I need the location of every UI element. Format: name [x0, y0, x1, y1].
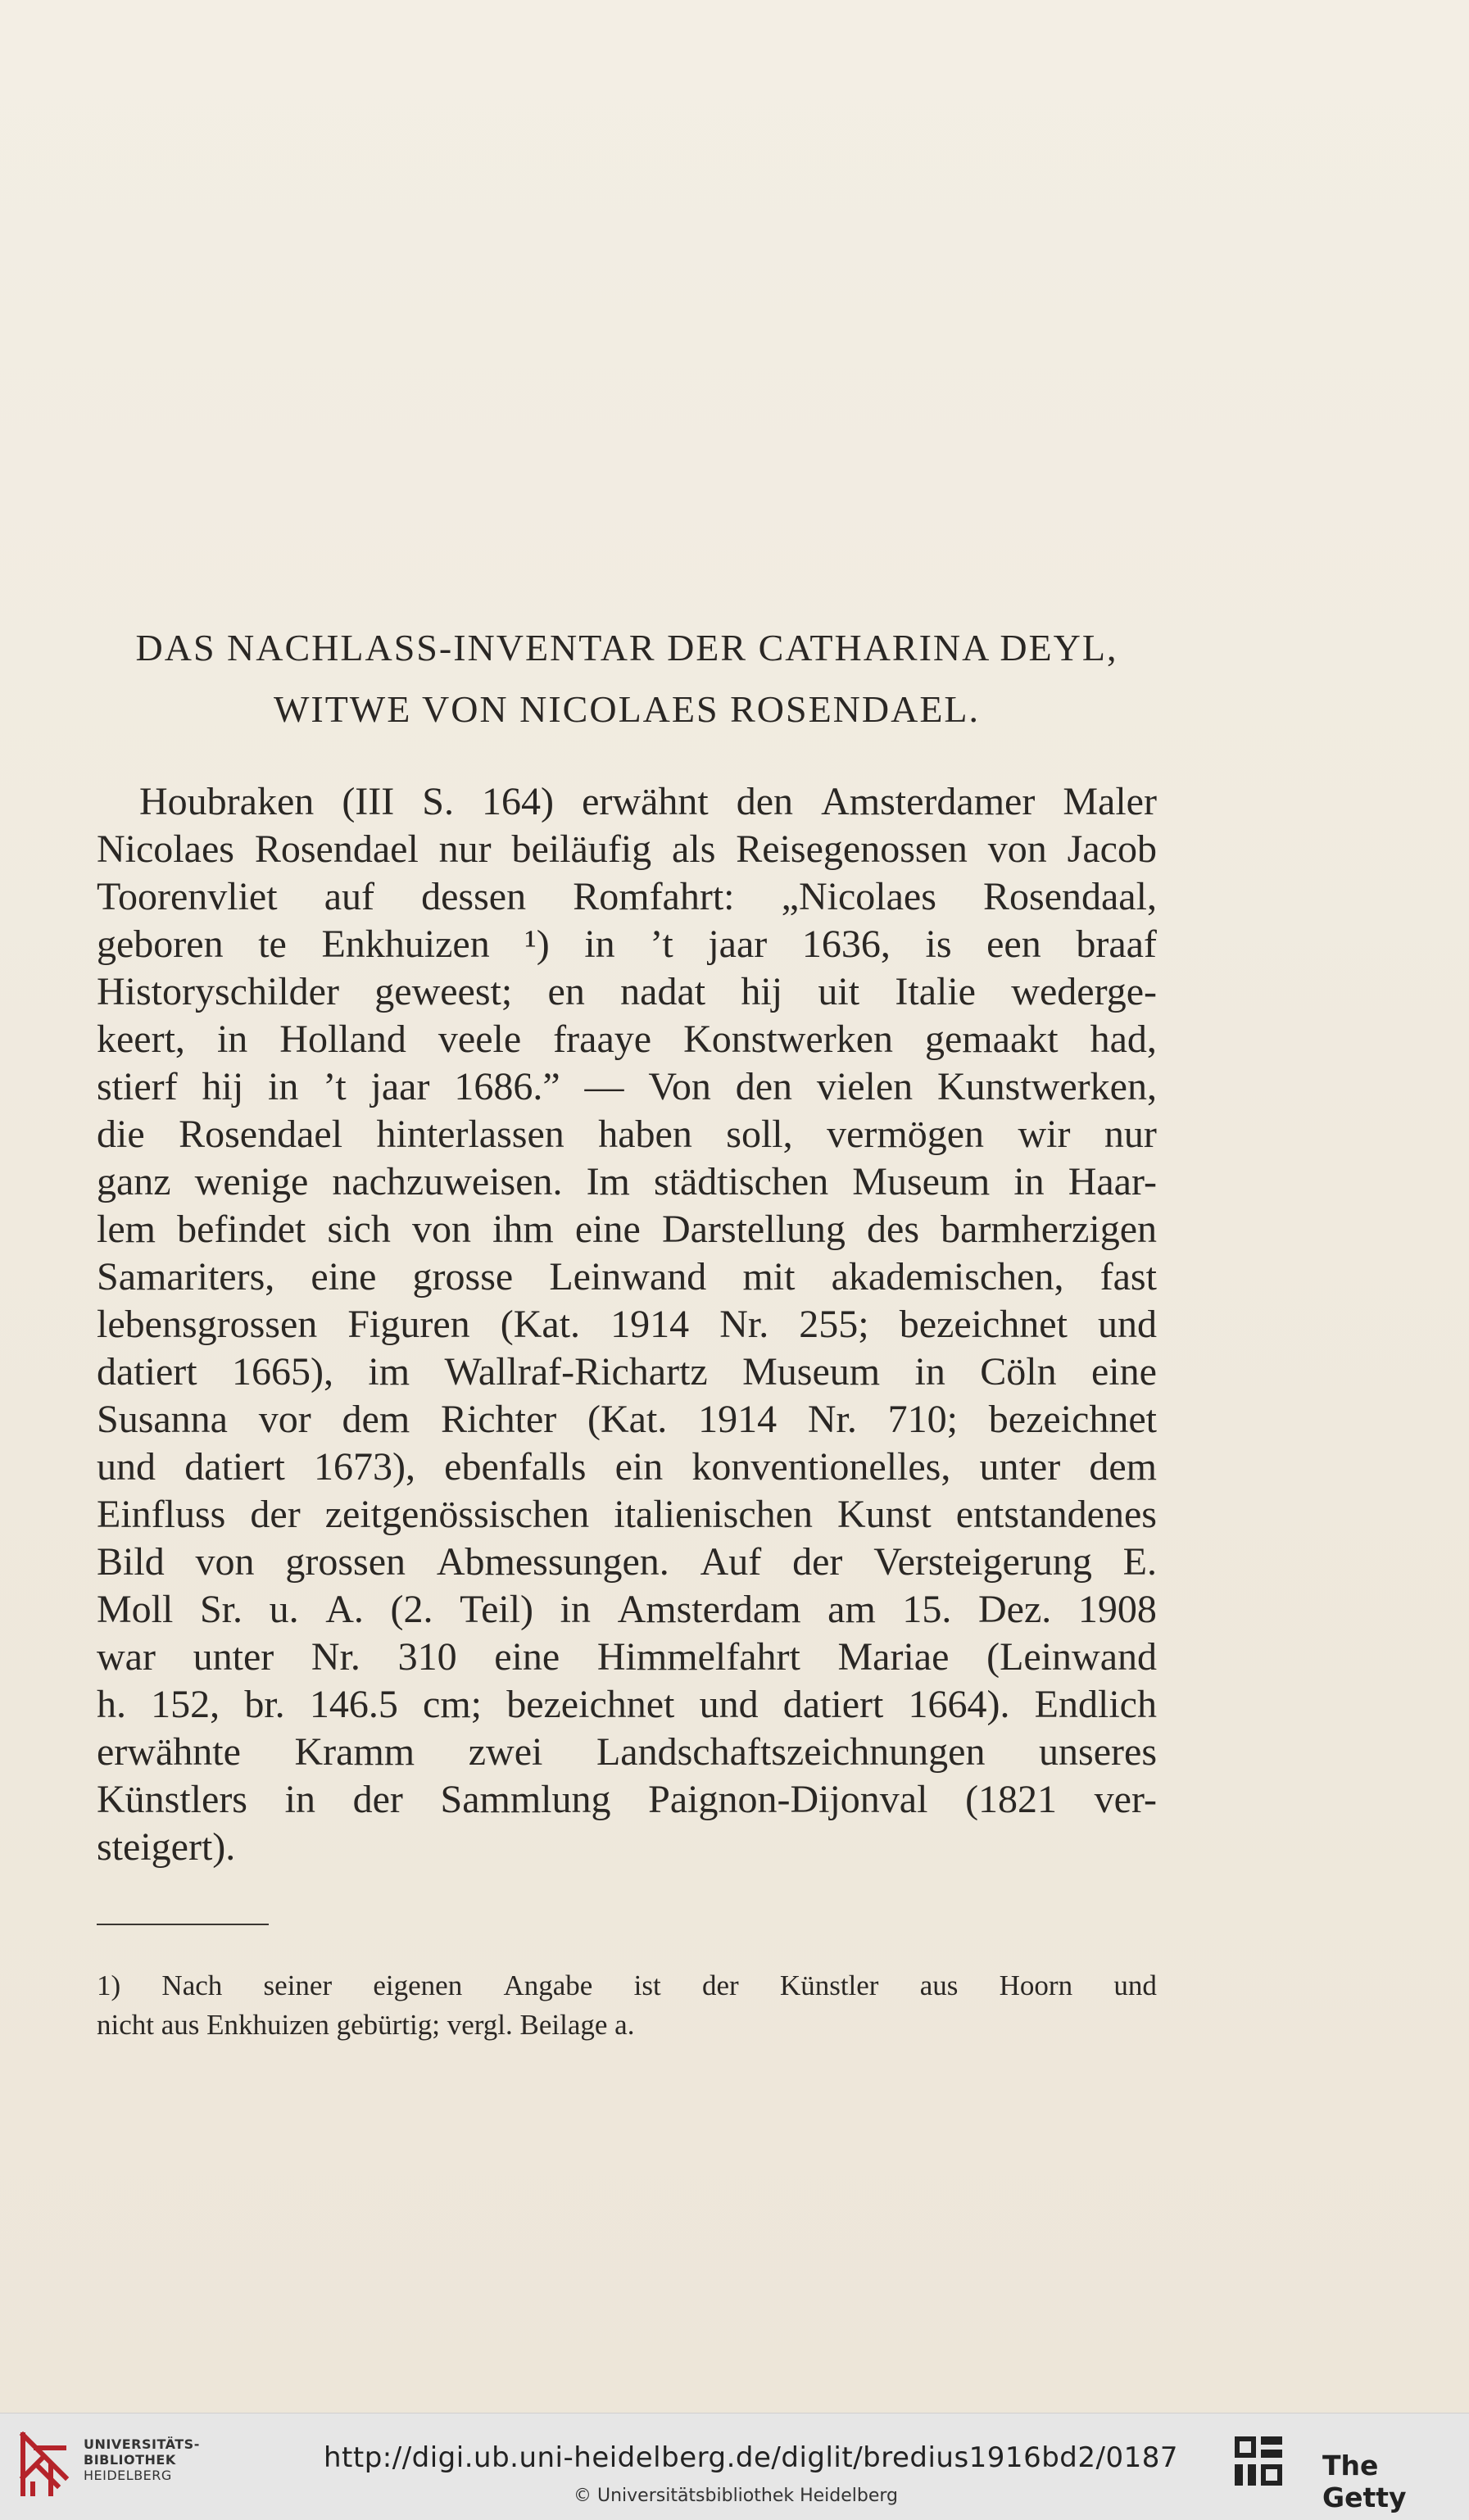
- body-line: Nicolaes Rosendael nur beiläufig als Reisegenossen von Jacob: [97, 827, 1157, 871]
- body-line: und datiert 1673), ebenfalls ein konventionelles, unter dem: [97, 1445, 1157, 1489]
- getty-wordmark: The Getty: [1322, 2450, 1407, 2513]
- ub-heidelberg-logo-icon: [15, 2432, 74, 2497]
- copyright-notice: © Universitätsbibliothek Heidelberg: [574, 2486, 899, 2506]
- body-text: [97, 778, 1157, 1871]
- footer-bar: [0, 2413, 1469, 2520]
- ub-wordmark-line-3: HEIDELBERG: [84, 2468, 172, 2483]
- body-line: lem befindet sich von ihm eine Darstellung des barmherzigen: [97, 1208, 1157, 1251]
- body-line: Susanna vor dem Richter (Kat. 1914 Nr. 710; bezeichnet: [97, 1398, 1157, 1441]
- body-line: Einfluss der zeitgenössischen italienischen Kunst entstandenes: [97, 1493, 1157, 1536]
- ub-heidelberg-wordmark: [84, 2436, 200, 2483]
- body-line: steigert).: [97, 1825, 236, 1869]
- body-line: Historyschilder geweest; en nadat hij uit Italie wederge-: [97, 970, 1157, 1013]
- footnote-rule: [97, 1924, 269, 1925]
- article-title-line-1: DAS NACHLASS-INVENTAR DER CATHARINA DEYL,: [135, 627, 1118, 669]
- permalink-url[interactable]: http://digi.ub.uni-heidelberg.de/diglit/bredius1916bd2/0187: [324, 2441, 1178, 2474]
- body-line: ganz wenige nachzuweisen. Im städtischen Museum in Haar-: [97, 1160, 1157, 1203]
- body-line: Toorenvliet auf dessen Romfahrt: „Nicolaes Rosendaal,: [97, 875, 1157, 918]
- body-line: erwähnte Kramm zwei Landschaftszeichnungen unseres: [97, 1730, 1157, 1774]
- body-line: die Rosendael hinterlassen haben soll, vermögen wir nur: [97, 1113, 1157, 1156]
- body-line: Bild von grossen Abmessungen. Auf der Versteigerung E.: [97, 1540, 1157, 1584]
- body-line: geboren te Enkhuizen ¹) in ’t jaar 1636, is een braaf: [97, 922, 1157, 966]
- body-line: Künstlers in der Sammlung Paignon-Dijonval (1821 ver-: [97, 1778, 1157, 1821]
- body-line: stierf hij in ’t jaar 1686.” — Von den vielen Kunstwerken,: [97, 1065, 1157, 1108]
- footnote-line-2: nicht aus Enkhuizen gebürtig; vergl. Beilage a.: [97, 2009, 635, 2041]
- body-line: Houbraken (III S. 164) erwähnt den Amsterdamer Maler: [139, 780, 1157, 823]
- ub-wordmark-line-2: BIBLIOTHEK: [84, 2452, 176, 2468]
- body-line: h. 152, br. 146.5 cm; bezeichnet und datiert 1664). Endlich: [97, 1683, 1157, 1726]
- body-line: keert, in Holland veele fraaye Konstwerken gemaakt had,: [97, 1018, 1157, 1061]
- getty-logo-icon: [1233, 2435, 1284, 2495]
- article-title-line-2: WITWE VON NICOLAES ROSENDAEL.: [273, 688, 981, 730]
- body-line: datiert 1665), im Wallraf-Richartz Museum in Cöln eine: [97, 1350, 1157, 1394]
- body-line: lebensgrossen Figuren (Kat. 1914 Nr. 255; bezeichnet und: [97, 1303, 1157, 1346]
- body-line: Samariters, eine grosse Leinwand mit akademischen, fast: [97, 1255, 1157, 1299]
- ub-wordmark-line-1: UNIVERSITÄTS-: [84, 2436, 200, 2452]
- body-line: Moll Sr. u. A. (2. Teil) in Amsterdam am 15. Dez. 1908: [97, 1588, 1157, 1631]
- body-line: war unter Nr. 310 eine Himmelfahrt Mariae (Leinwand: [97, 1635, 1157, 1679]
- footnote-line-1: 1) Nach seiner eigenen Angabe ist der Künstler aus Hoorn und: [97, 1969, 1157, 2001]
